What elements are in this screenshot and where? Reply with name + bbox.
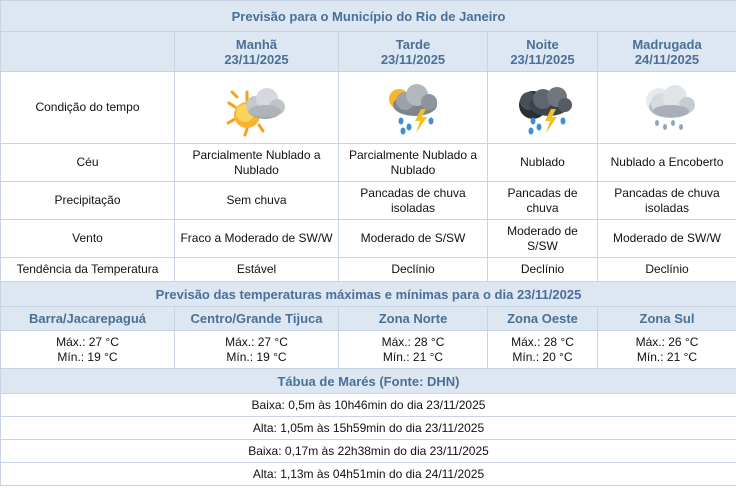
zone-name-sul: Zona Sul: [598, 307, 736, 331]
period-header-manha: Manhã 23/11/2025: [175, 32, 339, 72]
ceu-madrugada: Nublado a Encoberto: [598, 144, 736, 182]
vento-tarde: Moderado de S/SW: [339, 220, 488, 258]
row-label-tendencia: Tendência da Temperatura: [1, 258, 175, 282]
zone-name-norte: Zona Norte: [339, 307, 488, 331]
tide-row: Alta: 1,05m às 15h59min do dia 23/11/2025: [1, 417, 736, 440]
row-label-vento: Vento: [1, 220, 175, 258]
condition-cell-noite: [488, 72, 598, 144]
vento-madrugada: Moderado de SW/W: [598, 220, 736, 258]
precipitacao-noite: Pancadas de chuva: [488, 182, 598, 220]
zone-temps-barra: Máx.: 27 °C Mín.: 19 °C: [1, 331, 175, 369]
zone-temps-norte: Máx.: 28 °C Mín.: 21 °C: [339, 331, 488, 369]
ceu-manha: Parcialmente Nublado a Nublado: [175, 144, 339, 182]
tides-title: Tábua de Marés (Fonte: DHN): [1, 369, 736, 394]
precipitacao-madrugada: Pancadas de chuva isoladas: [598, 182, 736, 220]
period-header-tarde: Tarde 23/11/2025: [339, 32, 488, 72]
zone-name-centro: Centro/Grande Tijuca: [175, 307, 339, 331]
zone-name-oeste: Zona Oeste: [488, 307, 598, 331]
tide-row: Alta: 1,13m às 04h51min do dia 24/11/2025: [1, 463, 736, 486]
sun-partly-cloudy-icon: [225, 79, 289, 137]
night-overcast-drizzle-icon: [635, 79, 699, 137]
cloud-rain-thunder-icon: [381, 79, 445, 137]
ceu-tarde: Parcialmente Nublado a Nublado: [339, 144, 488, 182]
night-cloud-rain-thunder-icon: [511, 79, 575, 137]
tide-row: Baixa: 0,17m às 22h38min do dia 23/11/2025: [1, 440, 736, 463]
tendencia-manha: Estável: [175, 258, 339, 282]
period-header-noite: Noite 23/11/2025: [488, 32, 598, 72]
page-title: Previsão para o Município do Rio de Janeiro: [1, 1, 736, 32]
tendencia-madrugada: Declínio: [598, 258, 736, 282]
condition-cell-madrugada: [598, 72, 736, 144]
row-label-ceu: Céu: [1, 144, 175, 182]
precipitacao-tarde: Pancadas de chuva isoladas: [339, 182, 488, 220]
ceu-noite: Nublado: [488, 144, 598, 182]
vento-noite: Moderado de S/SW: [488, 220, 598, 258]
period-header-madrugada: Madrugada 24/11/2025: [598, 32, 736, 72]
row-label-precipitacao: Precipitação: [1, 182, 175, 220]
vento-manha: Fraco a Moderado de SW/W: [175, 220, 339, 258]
zone-temps-sul: Máx.: 26 °C Mín.: 21 °C: [598, 331, 736, 369]
row-label-condicao: Condição do tempo: [1, 72, 175, 144]
zone-temps-oeste: Máx.: 28 °C Mín.: 20 °C: [488, 331, 598, 369]
condition-cell-manha: [175, 72, 339, 144]
tendencia-noite: Declínio: [488, 258, 598, 282]
condition-cell-tarde: [339, 72, 488, 144]
zone-name-barra: Barra/Jacarepaguá: [1, 307, 175, 331]
tendencia-tarde: Declínio: [339, 258, 488, 282]
temps-title: Previsão das temperaturas máximas e mínimas para o dia 23/11/2025: [1, 282, 736, 307]
corner-cell: [1, 32, 175, 72]
precipitacao-manha: Sem chuva: [175, 182, 339, 220]
tide-row: Baixa: 0,5m às 10h46min do dia 23/11/2025: [1, 394, 736, 417]
zone-temps-centro: Máx.: 27 °C Mín.: 19 °C: [175, 331, 339, 369]
